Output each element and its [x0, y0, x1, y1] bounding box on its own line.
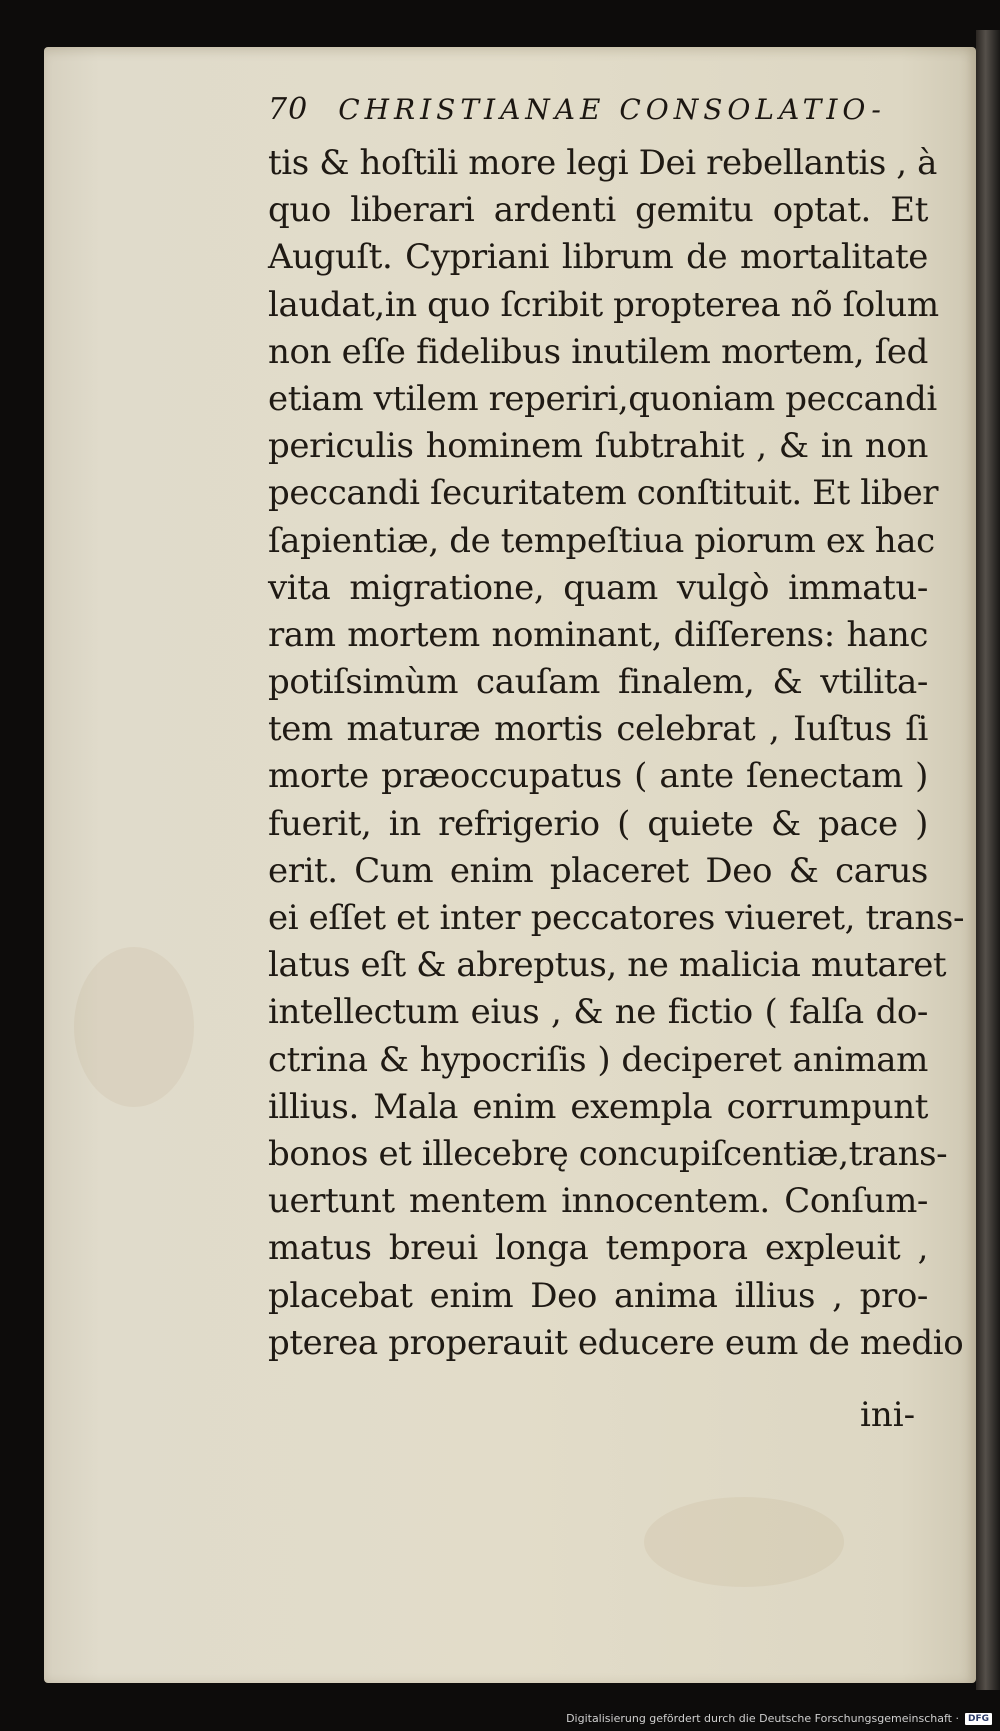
- text-line: matus breui longa tempora expleuit ,: [268, 1228, 928, 1269]
- text-line: tis & hoſtili more legi Dei rebellantis , à: [268, 143, 937, 183]
- text-line: laudat,in quo ſcribit propterea nõ ſolum: [268, 284, 939, 325]
- text-line: ctrina & hypocriſis ) deciperet animam: [268, 1039, 928, 1080]
- page-edge: [976, 30, 1000, 1690]
- text-line: intellectum eius , & ne fictio ( falſa do-: [268, 992, 928, 1033]
- paper-stain: [644, 1497, 844, 1587]
- text-line: Auguſt. Cypriani librum de mortalitate: [268, 237, 928, 278]
- text-line: bonos et illecebrę concupiſcentiæ,trans-: [268, 1133, 948, 1174]
- text-line: etiam vtilem reperiri,quoniam peccandi: [268, 378, 937, 419]
- text-line: pterea properauit educere eum de medio: [268, 1322, 964, 1363]
- text-line: illius. Mala enim exempla corrumpunt: [268, 1086, 928, 1127]
- page-number: 70: [268, 92, 309, 127]
- text-line: uertunt mentem innocentem. Conſum-: [268, 1181, 928, 1222]
- dfg-logo: DFG: [965, 1713, 992, 1725]
- text-line: tem maturæ mortis celebrat , Iuſtus ſi: [268, 709, 928, 750]
- text-line: morte præoccupatus ( ante ſenectam ): [268, 756, 928, 797]
- text-line: ei eſſet et inter peccatores viueret, trans-: [268, 898, 965, 938]
- text-line: potiſsimùm cauſam finalem, & vtilita-: [268, 662, 928, 703]
- paper-stain: [74, 947, 194, 1107]
- text-line: vita migratione, quam vulgò immatu-: [268, 567, 928, 608]
- text-line: periculis hominem ſubtrahit , & in non: [268, 426, 928, 467]
- text-line: quo liberari ardenti gemitu optat. Et: [268, 190, 928, 231]
- text-line: ſapientiæ, de tempeſtiua piorum ex hac: [268, 520, 935, 561]
- running-title: CHRISTIANAE CONSOLATIO-: [338, 93, 886, 126]
- text-line: non eſſe fidelibus inutilem mortem, ſed: [268, 331, 928, 372]
- text-line: peccandi ſecuritatem conſtituit. Et liber: [268, 473, 939, 514]
- text-line: fuerit, in refrigerio ( quiete & pace ): [268, 803, 928, 844]
- text-line: erit. Cum enim placeret Deo & carus: [268, 850, 928, 891]
- text-line: ram mortem nominant, diſſerens: hanc: [268, 614, 928, 655]
- credit-text: Digitalisierung gefördert durch die Deutsche Forschungsgemeinschaft ·: [566, 1712, 959, 1725]
- text-line: latus eſt & abreptus, ne malicia mutaret: [268, 945, 947, 986]
- digitization-credit: [566, 1712, 992, 1725]
- catchword: ini-: [860, 1395, 916, 1435]
- page-header: [268, 92, 908, 138]
- text-line: placebat enim Deo anima illius , pro-: [268, 1275, 928, 1316]
- body-text: [268, 140, 965, 1367]
